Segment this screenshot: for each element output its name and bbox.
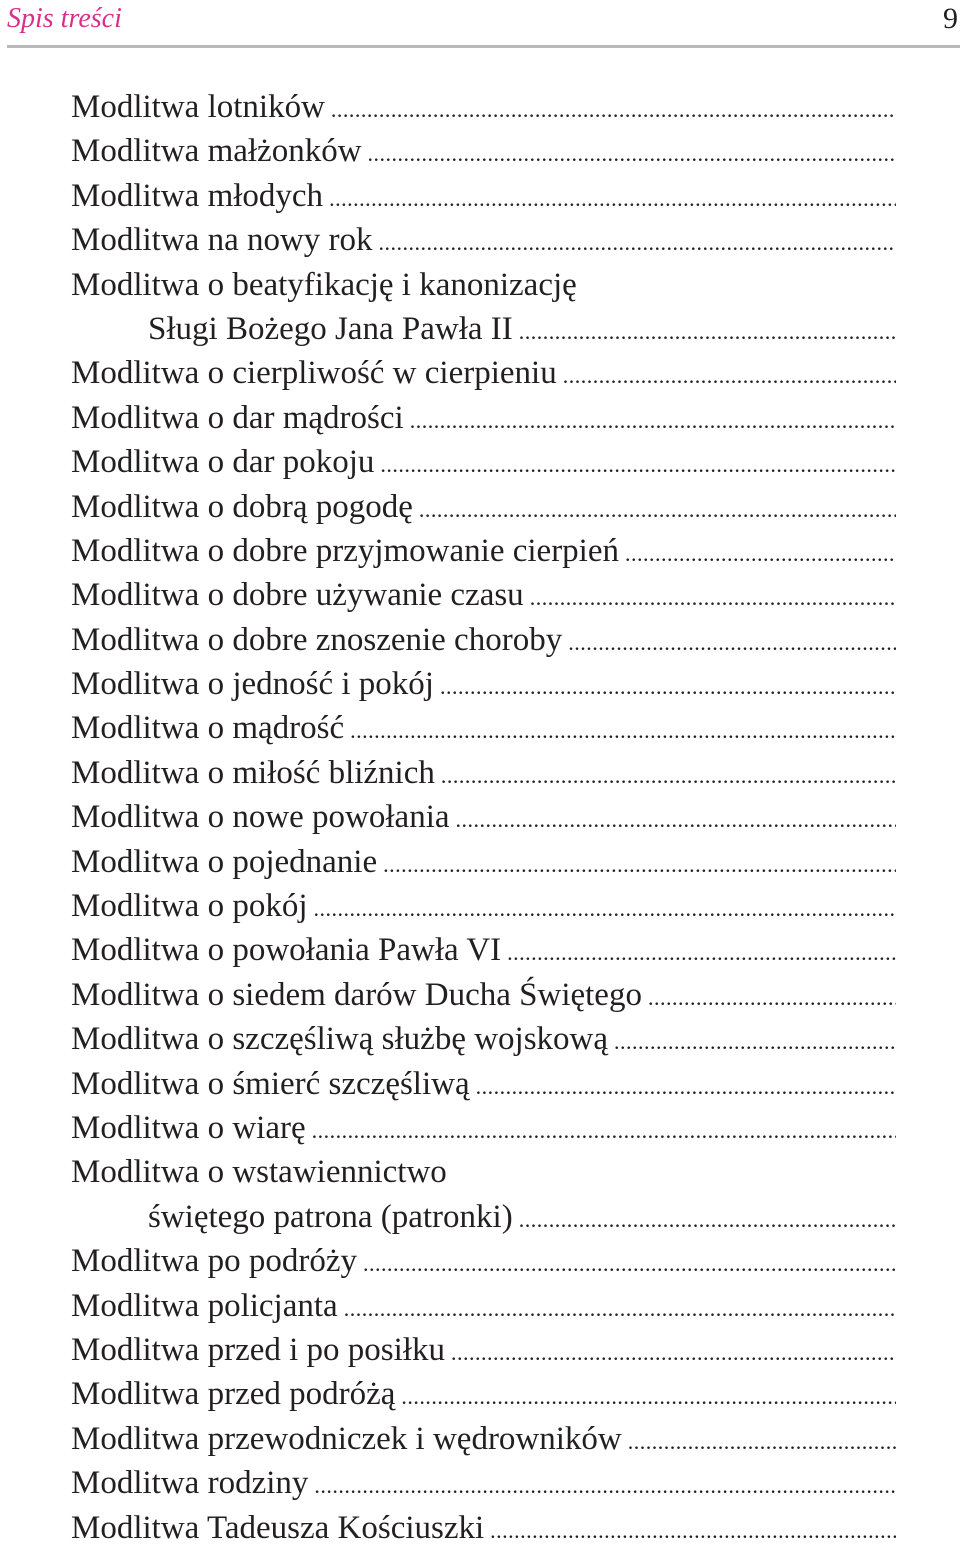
toc-entry xyxy=(71,129,896,173)
dot-leader xyxy=(314,1464,896,1505)
toc-entry xyxy=(71,1150,896,1194)
toc-entry xyxy=(71,751,896,795)
toc-entry-title: Modlitwa małżonków xyxy=(71,133,362,170)
toc-entry xyxy=(71,396,896,440)
toc-entry xyxy=(71,1328,896,1372)
toc-entry-title: Modlitwa o pokój xyxy=(71,888,308,925)
toc-entry-title: Modlitwa o jedność i pokój xyxy=(71,666,434,703)
toc-entry-title: Modlitwa o mądrość xyxy=(71,710,345,747)
dot-leader xyxy=(363,1242,896,1283)
toc-entry-title: Modlitwa młodych xyxy=(71,177,324,214)
toc-entry-title: Modlitwa o siedem darów Ducha Świętego xyxy=(71,976,642,1013)
toc-entry-title: Modlitwa o śmierć szczęśliwą xyxy=(71,1065,470,1102)
dot-leader xyxy=(368,132,896,173)
toc-entry-title: Modlitwa o wstawiennictwo xyxy=(71,1154,447,1191)
dot-leader xyxy=(344,1287,896,1328)
dot-leader xyxy=(563,354,896,395)
toc-entry xyxy=(71,662,896,706)
toc-entry xyxy=(71,706,896,750)
toc-entry xyxy=(71,1417,896,1461)
toc-entry xyxy=(71,1106,896,1150)
toc-entry-title: Modlitwa lotników xyxy=(71,89,325,125)
toc-entry-title: Sługi Bożego Jana Pawła II xyxy=(148,310,513,347)
dot-leader xyxy=(379,221,896,262)
toc-entry-title: Modlitwa o dar mądrości xyxy=(71,399,404,436)
page-number: 9 xyxy=(943,2,958,35)
toc-entry-title: Modlitwa przewodniczek i wędrowników xyxy=(71,1420,622,1457)
dot-leader xyxy=(380,443,896,484)
toc-entry-title: Modlitwa po podróży xyxy=(71,1243,357,1280)
dot-leader xyxy=(490,1509,896,1550)
toc-entry-title: Modlitwa policjanta xyxy=(71,1287,338,1324)
toc-entry-title: Modlitwa o dobre przyjmowanie cierpień xyxy=(71,532,619,569)
dot-leader xyxy=(519,310,896,351)
dot-leader xyxy=(410,399,896,440)
toc-entry-title: Modlitwa o wiarę xyxy=(71,1109,306,1146)
toc-entry-title: Modlitwa o pojednanie xyxy=(71,843,378,880)
dot-leader xyxy=(519,1198,896,1239)
dot-leader xyxy=(331,88,896,129)
toc-entry-title: Modlitwa przed podróżą xyxy=(71,1376,396,1413)
toc-entry-continuation xyxy=(71,1195,896,1239)
dot-leader xyxy=(419,488,896,529)
toc-entry xyxy=(71,174,896,218)
toc-entry-title: świętego patrona (patronki) xyxy=(148,1198,513,1235)
toc-entry-title: Modlitwa o szczęśliwą służbę wojskową xyxy=(71,1021,609,1058)
toc-entry xyxy=(71,1284,896,1328)
dot-leader xyxy=(441,754,896,795)
toc-entry-title: Modlitwa przed i po posiłku xyxy=(71,1331,445,1368)
toc-entry-title: Modlitwa o dobre znoszenie choroby xyxy=(71,621,563,658)
toc-entry xyxy=(71,884,896,928)
toc-entry-title: Modlitwa o miłość bliźnich xyxy=(71,754,435,791)
dot-leader xyxy=(476,1065,896,1106)
toc-entry xyxy=(71,1017,896,1061)
page-header xyxy=(7,0,960,48)
toc-entry-title: Modlitwa o dobrą pogodę xyxy=(71,488,413,525)
dot-leader xyxy=(440,665,896,706)
toc-entry-title: Modlitwa o nowe powołania xyxy=(71,799,450,836)
toc-entry xyxy=(71,840,896,884)
dot-leader xyxy=(451,1331,896,1372)
toc-entry-title: Modlitwa rodziny xyxy=(71,1465,309,1502)
toc-entry xyxy=(71,218,896,262)
dot-leader xyxy=(568,621,896,662)
toc-entry xyxy=(71,1506,896,1550)
toc-entry-title: Modlitwa o cierpliwość w cierpieniu xyxy=(71,355,557,392)
dot-leader xyxy=(530,576,896,617)
dot-leader xyxy=(625,532,896,573)
dot-leader xyxy=(312,1109,896,1150)
toc-entry xyxy=(71,1239,896,1283)
toc-entry-title: Modlitwa o powołania Pawła VI xyxy=(71,932,502,969)
dot-leader xyxy=(329,177,896,218)
toc-entry xyxy=(71,795,896,839)
toc-entry xyxy=(71,973,896,1017)
table-of-contents xyxy=(71,85,896,1550)
toc-entry-title: Modlitwa na nowy rok xyxy=(71,222,373,259)
toc-entry xyxy=(71,1062,896,1106)
dot-leader xyxy=(383,843,896,884)
dot-leader xyxy=(648,976,896,1017)
toc-entry xyxy=(71,1461,896,1505)
dot-leader xyxy=(401,1375,896,1416)
toc-entry xyxy=(71,618,896,662)
toc-entry xyxy=(71,351,896,395)
dot-leader xyxy=(628,1420,896,1461)
toc-entry-continuation xyxy=(71,307,896,351)
toc-entry xyxy=(71,529,896,573)
toc-entry xyxy=(71,85,896,129)
toc-entry-title: Modlitwa o dar pokoju xyxy=(71,444,375,481)
toc-entry xyxy=(71,440,896,484)
dot-leader xyxy=(456,798,896,839)
toc-entry-title: Modlitwa Tadeusza Kościuszki xyxy=(71,1509,485,1546)
toc-entry xyxy=(71,1372,896,1416)
dot-leader xyxy=(507,931,896,972)
dot-leader xyxy=(614,1020,896,1061)
toc-entry xyxy=(71,928,896,972)
section-title: Spis treści xyxy=(7,3,122,34)
toc-entry xyxy=(71,485,896,529)
toc-entry-title: Modlitwa o beatyfikację i kanonizację xyxy=(71,266,577,303)
toc-entry xyxy=(71,573,896,617)
dot-leader xyxy=(314,887,897,928)
dot-leader xyxy=(350,709,896,750)
toc-entry xyxy=(71,263,896,307)
toc-entry-title: Modlitwa o dobre używanie czasu xyxy=(71,577,524,614)
